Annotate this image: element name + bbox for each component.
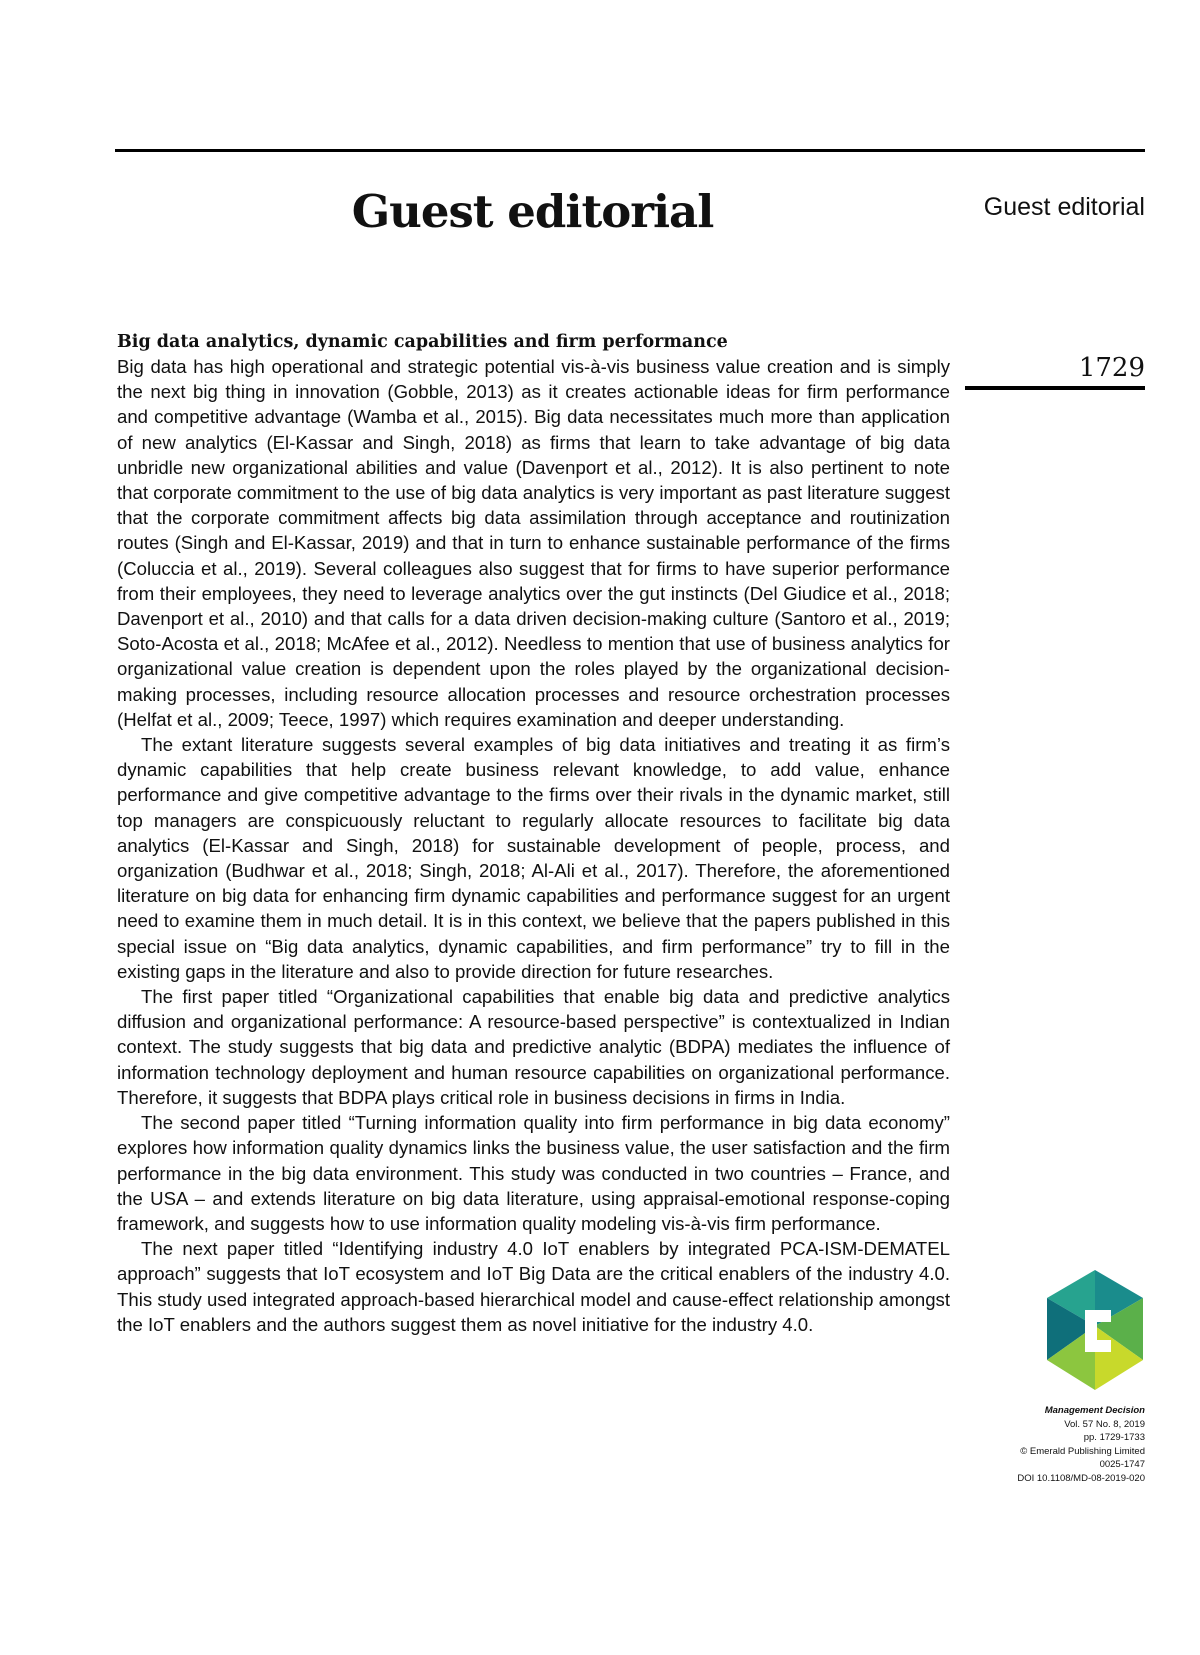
paragraph: The next paper titled “Identifying industry 4.0 IoT enablers by integrated PCA-ISM-DEMATEL approach” suggests that IoT ecosystem and IoT Big Data are the critical enablers of the industry 4.0. This study used integrated approach-based hierarchical model and cause-effect relationship amongst the IoT enablers and the authors suggest them as novel initiative for the industry 4.0.: [117, 1238, 950, 1335]
journal-publisher: © Emerald Publishing Limited: [1020, 1445, 1145, 1457]
section-heading: Big data analytics, dynamic capabilities and firm performance: [117, 332, 728, 352]
article-body: [117, 330, 950, 1337]
page-title: Guest editorial: [351, 185, 714, 238]
page-number-rule: [965, 386, 1145, 390]
journal-volume: Vol. 57 No. 8, 2019: [1064, 1418, 1145, 1430]
journal-pages: pp. 1729-1733: [1083, 1432, 1145, 1443]
journal-info: [930, 1404, 1145, 1485]
page-number: 1729: [1078, 353, 1145, 383]
paragraph: The second paper titled “Turning information quality into firm performance in big data economy” explores how information quality dynamics links the business value, the user satisfaction and the firm performance in the big data environment. This study was conducted in two countries – France, and the USA – and extends literature on big data literature, using appraisal-emotional response-coping framework, and suggests how to use information quality modeling vis-à-vis firm performance.: [117, 1112, 950, 1234]
paragraph: Big data has high operational and strategic potential vis-à-vis business value creation and is simply the next big thing in innovation (Gobble, 2013) as it creates actionable ideas for firm performance and competitive advantage (Wamba et al., 2015). Big data necessitates much more than application of new analytics (El-Kassar and Singh, 2018) as firms that learn to take advantage of big data unbridle new organizational abilities and value (Davenport et al., 2012). It is also pertinent to note that corporate commitment to the use of big data analytics is very important as past literature suggest that the corporate commitment affects big data assimilation through acceptance and routinization routes (Singh and El-Kassar, 2019) and that in turn to enhance sustainable performance of the firms (Coluccia et al., 2019). Several colleagues also suggest that for firms to have superior performance from their employees, they need to leverage analytics over the gut instincts (Del Giudice et al., 2018; Davenport et al., 2010) and that calls for a data driven decision-making culture (Santoro et al., 2019; Soto-Acosta et al., 2018; McAfee et al., 2012). Needless to mention that use of business analytics for organizational value creation is dependent upon the roles played by the organizational decision-making processes, including resource allocation processes and resource orchestration processes (Helfat et al., 2009; Teece, 1997) which requires examination and deeper understanding.: [117, 356, 950, 730]
header-rule: [115, 149, 1145, 152]
paragraph: The first paper titled “Organizational capabilities that enable big data and predictive analytics diffusion and organizational performance: A resource-based perspective” is contextualized in Indian context. The study suggests that big data and predictive analytic (BDPA) mediates the influence of information technology deployment and human resource capabilities on organizational performance. Therefore, it suggests that BDPA plays critical role in business decisions in firms in India.: [117, 986, 950, 1108]
journal-doi: DOI 10.1108/MD-08-2019-020: [1017, 1472, 1145, 1484]
running-head: Guest editorial: [983, 193, 1145, 221]
emerald-publishing-logo-icon: [1045, 1268, 1145, 1392]
journal-issn: 0025-1747: [1099, 1459, 1145, 1470]
journal-name: Management Decision: [1044, 1405, 1145, 1416]
paragraph: The extant literature suggests several examples of big data initiatives and treating it as firm’s dynamic capabilities that help create business relevant knowledge, to add value, enhance performance and give competitive advantage to the firms over their rivals in the dynamic market, still top managers are conspicuously reluctant to regularly allocate resources to facilitate big data analytics (El-Kassar and Singh, 2018) for sustainable development of people, process, and organization (Budhwar et al., 2018; Singh, 2018; Al-Ali et al., 2017). Therefore, the aforementioned literature on big data for enhancing firm dynamic capabilities and performance suggest for an urgent need to examine them in much detail. It is in this context, we believe that the papers published in this special issue on “Big data analytics, dynamic capabilities, and firm performance” try to fill in the existing gaps in the literature and also to provide direction for future researches.: [117, 734, 950, 982]
